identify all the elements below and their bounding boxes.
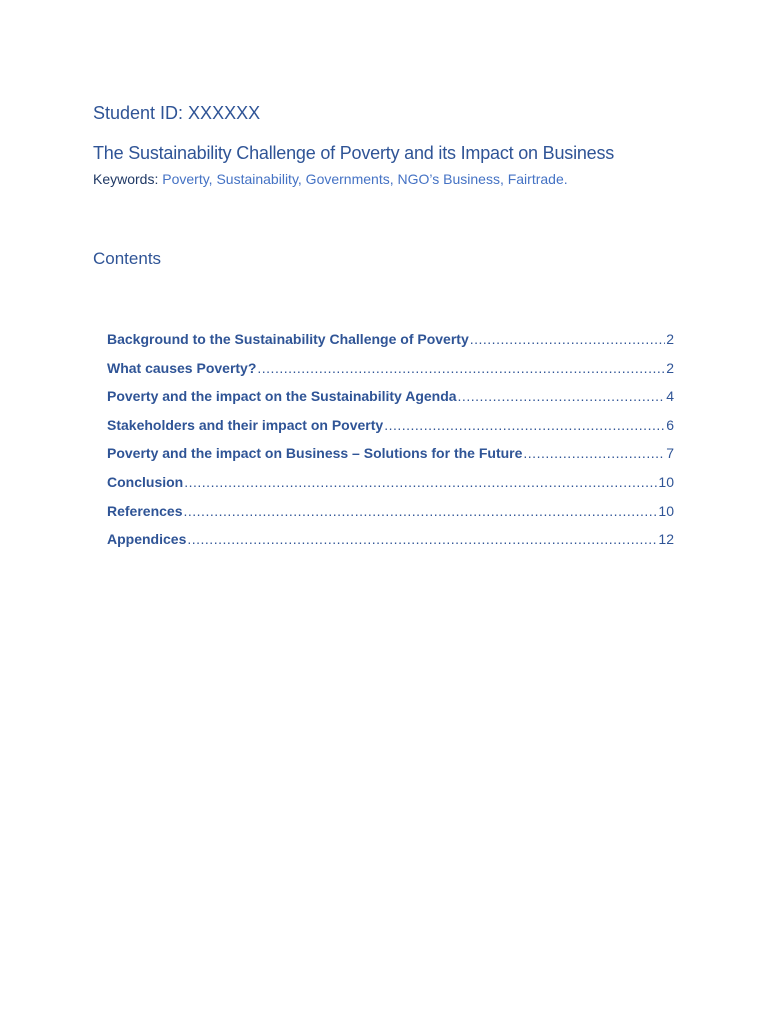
keywords-label: Keywords: [93,171,159,187]
toc-entry-label: Poverty and the impact on Business – Solutions for the Future [107,445,523,462]
toc-entry-business-solutions[interactable] [107,445,674,474]
toc-entry-stakeholders[interactable] [107,417,674,446]
toc-page-number: 12 [658,531,674,548]
toc-entry-references[interactable] [107,503,674,532]
toc-page-number: 10 [658,502,674,519]
keywords-line [93,171,568,187]
toc-entry-label: What causes Poverty? [107,359,257,376]
keywords-value: Poverty, Sustainability, Governments, NGO’s Business, Fairtrade. [158,171,568,187]
toc-entry-label: Poverty and the impact on the Sustainability Agenda [107,388,457,405]
toc-entry-label: Conclusion [107,473,184,490]
toc-entry-background[interactable] [107,331,674,360]
document-title: The Sustainability Challenge of Poverty and its Impact on Business [93,143,615,163]
toc-entry-label: Background to the Sustainability Challenge of Poverty [107,331,469,347]
toc-entry-label: Stakeholders and their impact on Poverty [107,416,384,433]
toc-page-number: 2 [666,331,674,347]
toc-entry-causes[interactable] [107,360,674,389]
toc-entry-label: Appendices [107,531,187,548]
toc-dot-leader [187,531,657,547]
toc-entry-sustainability-agenda[interactable] [107,388,674,417]
student-id: Student ID: XXXXXX [93,103,261,123]
toc-page-number: 2 [666,359,674,376]
toc-page-number: 4 [666,388,674,405]
toc-dot-leader [184,503,658,519]
toc-page-number: 10 [658,473,674,490]
contents-heading: Contents [93,249,162,268]
toc-dot-leader [523,445,665,461]
toc-dot-leader [458,388,666,404]
toc-dot-leader [470,331,665,347]
table-of-contents [107,331,674,560]
toc-dot-leader [184,474,657,490]
toc-dot-leader [257,360,665,376]
toc-entry-conclusion[interactable] [107,474,674,503]
toc-entry-appendices[interactable] [107,531,674,560]
toc-page-number: 7 [666,445,674,462]
toc-entry-label: References [107,502,183,519]
toc-dot-leader [384,417,665,433]
toc-page-number: 6 [666,416,674,433]
